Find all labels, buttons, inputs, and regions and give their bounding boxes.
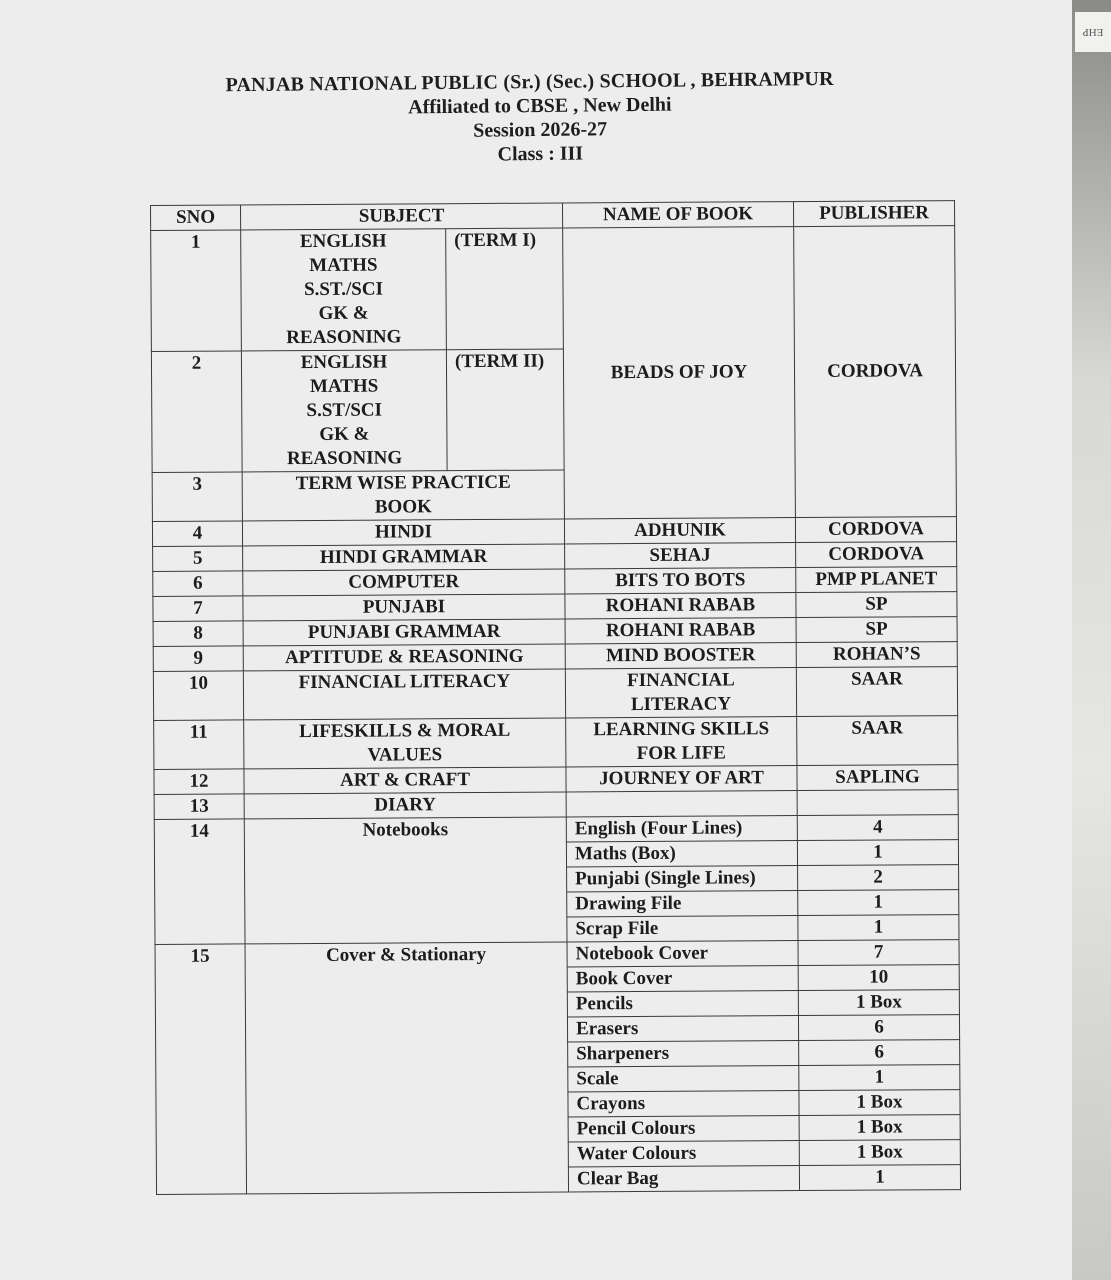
sno-cell: 3 [152,472,242,522]
item-qty-cell: 1 [799,1065,960,1091]
book-cell [565,543,796,569]
subject-cell [242,519,564,546]
item-name-cell: Erasers [567,1016,798,1042]
subject-line: REASONING [286,447,403,470]
book-line: LITERACY [630,693,732,716]
book-line: ADHUNIK [634,519,726,542]
subject-cell [244,718,566,769]
item-name-cell: Punjabi (Single Lines) [567,866,798,892]
background-edge [1072,0,1111,1280]
subject-line: MATHS [309,375,379,398]
publisher-cell: ROHAN’S [796,642,957,668]
book-line: BITS TO BOTS [615,569,746,592]
item-name-cell: Drawing File [567,891,798,917]
book-line: LEARNING SKILLS [593,718,770,741]
sno-cell: 2 [151,351,242,473]
subject-cell [243,619,565,646]
item-name-cell: Crayons [568,1091,799,1117]
item-qty-cell: 1 [798,915,959,941]
book-cell [565,643,796,669]
subject-line: MATHS [309,254,378,277]
item-qty-cell: 1 [797,840,958,866]
publisher-cell [797,790,958,816]
sno-cell: 5 [153,546,243,572]
subject-cell [243,569,565,596]
subject-line: ENGLISH [299,230,387,253]
book-line: ROHANI RABAB [605,594,756,617]
sno-cell: 14 [154,819,245,945]
subject-line: LIFESKILLS & MORAL [299,719,511,743]
subject-line: APTITUDE & REASONING [284,645,524,669]
subject-cell [243,669,565,720]
header-sno: SNO [151,205,241,231]
book-cell [565,618,796,644]
subject-cell [244,767,566,794]
item-qty-cell: 1 [798,890,959,916]
subject-cell [244,792,566,819]
item-qty-cell: 7 [798,940,959,966]
header-subject: SUBJECT [241,203,563,230]
affiliation: Affiliated to CBSE , New Delhi [408,93,672,119]
sno-cell: 7 [153,596,243,622]
subject-line: ART & CRAFT [340,769,471,791]
item-qty-cell: 1 Box [799,1115,960,1141]
subject-line: PUNJABI [362,596,446,618]
book-cell [566,791,797,817]
subject-cell: Cover & Stationary [245,942,569,1194]
book-line: FINANCIAL [627,669,735,692]
publisher-cell: SAAR [797,716,958,766]
subject-line: HINDI GRAMMAR [319,545,488,568]
item-name-cell: Scrap File [567,916,798,942]
item-qty-cell: 6 [798,1015,959,1041]
subject-cell [243,644,565,671]
publisher-cell: SAAR [796,667,957,717]
sno-cell: 11 [154,720,244,770]
subject-line: VALUES [367,744,443,766]
subject-line: PUNJABI GRAMMAR [307,620,501,644]
sno-cell: 6 [153,571,243,597]
book-cell [565,668,796,718]
subject-cell [241,229,447,351]
sno-cell: 4 [152,521,242,547]
item-qty-cell: 1 Box [799,1090,960,1116]
subject-cell [241,350,447,472]
subject-cell [243,544,565,571]
subject-line: S.ST./SCI [304,278,384,301]
class-label: Class : III [497,142,584,166]
header-publisher: PUBLISHER [793,201,954,227]
session: Session 2026-27 [473,118,608,142]
publisher-cell: CORDOVA [796,542,957,568]
header-book: NAME OF BOOK [562,202,793,228]
book-cell [566,717,797,767]
item-qty-cell: 10 [798,965,959,991]
book-cell [565,593,796,619]
publisher-cell: SAPLING [797,765,958,791]
table-row [154,716,958,770]
term-cell: (TERM II) [446,349,564,471]
publisher-cell: SP [796,592,957,618]
sno-cell: 15 [155,944,247,1195]
item-name-cell: English (Four Lines) [566,816,797,842]
book-line: SEHAJ [649,544,711,566]
sno-cell: 9 [153,646,243,672]
item-name-cell: Water Colours [568,1141,799,1167]
subject-line: COMPUTER [348,571,460,593]
book-cell [565,568,796,594]
sno-cell: 13 [154,794,244,820]
document-header [150,66,931,170]
subject-line: GK & [319,423,370,445]
item-qty-cell: 1 Box [799,1140,960,1166]
subject-line: S.ST/SCI [306,399,383,422]
subject-line: ENGLISH [300,351,388,374]
book-line: MIND BOOSTER [605,644,756,667]
item-name-cell: Pencil Colours [568,1116,799,1142]
book-list-table [150,200,961,1195]
subject-line: DIARY [374,794,437,816]
item-qty-cell: 4 [797,815,958,841]
subject-line: FINANCIAL LITERACY [298,670,511,694]
subject-line: TERM WISE PRACTICE [295,471,511,495]
item-qty-cell: 2 [798,865,959,891]
book-line: JOURNEY OF ART [599,767,764,790]
term-cell: (TERM I) [446,228,564,350]
item-qty-cell: 6 [799,1040,960,1066]
sno-cell: 10 [153,671,243,721]
publisher-cell: CORDOVA [795,517,956,543]
publisher-cell: SP [796,617,957,643]
book-cell: BEADS OF JOY [563,227,796,519]
subject-cell: Notebooks [244,817,567,944]
table-row [151,226,956,352]
subject-cell [243,594,565,621]
subject-line: GK & [318,302,369,324]
subject-line: HINDI [374,521,433,543]
item-name-cell: Pencils [567,991,798,1017]
subject-line: REASONING [286,326,402,349]
margin-tab: EHP [1075,12,1111,52]
subject-cell [242,470,564,521]
item-qty-cell: 1 Box [798,990,959,1016]
sno-cell: 1 [151,230,242,352]
item-name-cell: Clear Bag [568,1166,799,1192]
book-line [571,791,793,792]
item-name-cell: Notebook Cover [567,941,798,967]
item-name-cell: Scale [568,1066,799,1092]
book-cell [564,518,795,544]
publisher-cell: CORDOVA [794,226,957,518]
item-name-cell: Book Cover [567,966,798,992]
school-name: PANJAB NATIONAL PUBLIC (Sr.) (Sec.) SCHOOL , BEHRAMPUR [225,67,834,97]
item-name-cell: Sharpeners [568,1041,799,1067]
book-line: FOR LIFE [636,742,727,765]
item-name-cell: Maths (Box) [566,841,797,867]
book-cell [566,766,797,792]
publisher-cell: PMP PLANET [796,567,957,593]
subject-line: BOOK [374,496,432,518]
sno-cell: 12 [154,769,244,795]
item-qty-cell: 1 [799,1165,960,1191]
table-row [153,667,957,721]
sno-cell: 8 [153,621,243,647]
book-line: ROHANI RABAB [605,619,756,642]
